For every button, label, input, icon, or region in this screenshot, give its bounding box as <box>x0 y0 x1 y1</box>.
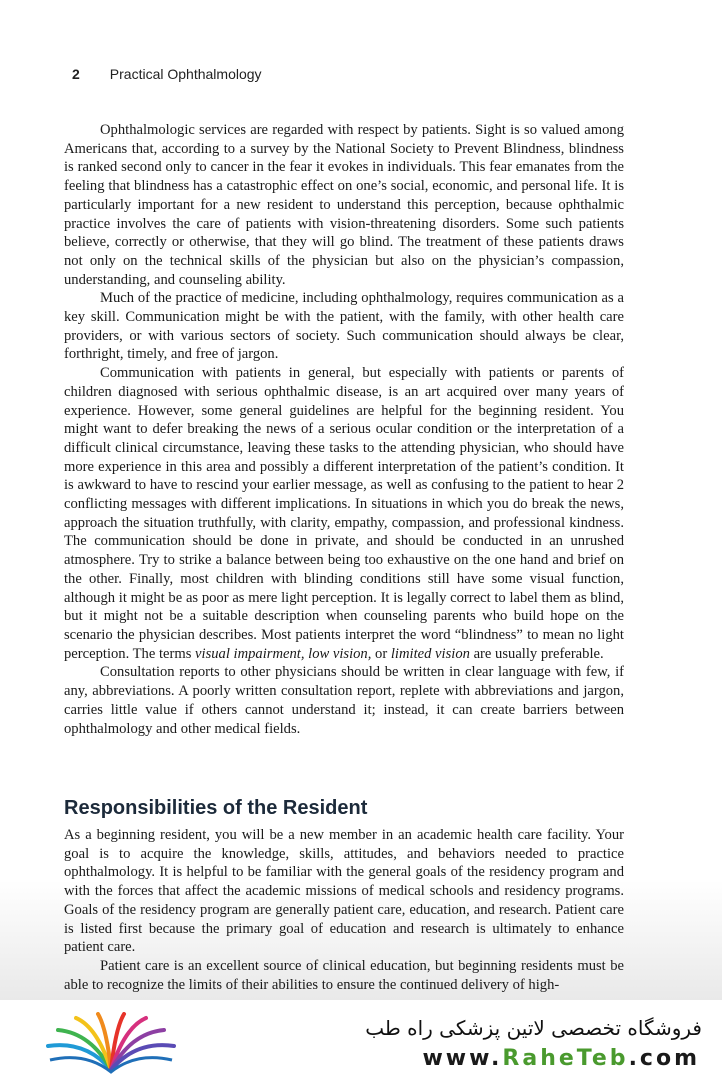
term-limited-vision: limited vision <box>390 645 470 662</box>
footer-banner <box>0 1000 722 1080</box>
paragraph-consultation-reports: Consultation reports to other physicians should be written in clear language with few, if any, abbreviations. A poorly written consultation report, replete with abbreviations and jargon, carries little value if others cannot understand it; instead, it can create barriers between ophthalmology and other medical fields. <box>64 664 624 737</box>
paragraph-communication-patients <box>64 364 624 663</box>
term-connector: or <box>375 645 388 662</box>
paragraph-beginning-resident: As a beginning resident, you will be a new member in an academic health care facility. Your goal is to acquire the knowledge, skills, attitudes, and behaviors needed to practice ophthalmology. It is helpful to be familiar with the general goals of the residency program and with the forces that affect the academic missions of medical schools and residency programs. Goals of the residency program are generally patient care, education, and research. Patient care is listed first because the primary goal of education and research is ultimately to enhance patient care. <box>64 827 624 956</box>
url-suffix: .com <box>628 1046 700 1071</box>
communication-text-end: are usually preferable. <box>473 645 604 662</box>
paragraph-communication-skill: Much of the practice of medicine, including ophthalmology, requires communication as a key skill. Communication might be with the patient, with the family, with other health care providers, or with various sectors of society. Such communication should always be clear, forthright, timely, and free of jargon. <box>64 290 624 363</box>
paragraph-patient-care: Patient care is an excellent source of clinical education, but beginning residents must be able to recognize the limits of their abilities to ensure the continued delivery of high- <box>64 957 624 993</box>
main-text <box>64 121 624 738</box>
page-number: 2 <box>72 66 80 82</box>
section-text <box>64 826 624 994</box>
running-head <box>72 66 262 82</box>
term-visual-impairment: visual impairment, <box>195 645 305 662</box>
shop-name: فروشگاه تخصصی لاتین پزشکی راه طب <box>365 1016 702 1040</box>
url-brand-rahe: Rahe <box>502 1046 577 1071</box>
url-brand-teb: Teb <box>576 1046 629 1071</box>
term-low-vision: low vision, <box>308 645 372 662</box>
book-title: Practical Ophthalmology <box>109 66 262 82</box>
open-book-rainbow-icon <box>36 1012 186 1081</box>
communication-text: Communication with patients in general, but especially with patients or parents of children diagnosed with serious ophthalmic disease, is an art acquired over many years of experience. However, some general guidelines are helpful for the beginning resident. You might want to defer breaking the news of a serious ocular condition or the interpretation of a difficult clinical circumstance, leaving these tasks to the attending physician, who should have more experience in this area and possibly a different interpretation of the patient’s condition. It is awkward to have to rescind your earlier message, as well as confusing to the patient to hear 2 conflicting messages with different implications. In situations in which you do break the news, approach the situation truthfully, with clarity, empathy, compassion, and professional kindness. The communication should be done in private, and should be conducted in an unrushed atmosphere. Try to strike a balance between being too exhaustive on the one hand and brief on the other. Finally, most children with blinding conditions still have some visual function, although it might be as poor as mere light perception. It is legally correct to label them as blind, but it might not be a suitable description when counseling parents who build hope on the scenario the physician describes. Most patients interpret the word “blindness” to mean no light perception. The terms <box>64 365 624 662</box>
section-heading: Responsibilities of the Resident <box>64 797 368 819</box>
paragraph-sight-valued: Ophthalmologic services are regarded with respect by patients. Sight is so valued among Americans that, according to a survey by the National Society to Prevent Blindness, blindness is ranked second only to cancer in the fear it evokes in individuals. This fear emanates from the feeling that blindness has a catastrophic effect on one’s social, economic, and personal life. It is particularly important for a new resident to understand this perception, because ophthalmic practice involves the care of patients with vision-threatening disorders. Some such patients believe, correctly or otherwise, that they will go blind. The treatment of these patients draws not only on the technical skills of the physician but also on the physician’s compassion, understanding, and counseling ability. <box>64 122 624 288</box>
website-url <box>422 1046 700 1071</box>
url-prefix: www. <box>422 1046 503 1071</box>
